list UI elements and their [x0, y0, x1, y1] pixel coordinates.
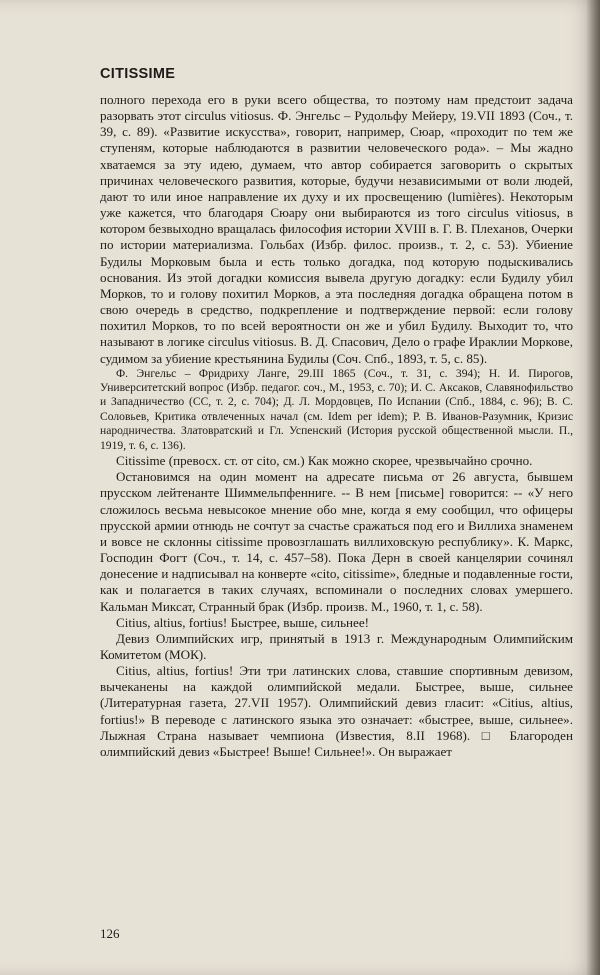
paragraph: Citissime (превосх. ст. от cito, см.) Как можно скорее, чрезвычайно срочно. — [116, 453, 533, 469]
paragraph: Остановимся на один момент на адресате письма от 26 августа, бывшем прусском лейтенанте Шиммельпфенниге. -- В нем [письме] говорится: -- «У него сложилось весьма невысокое мнение обо мне, когда я ему сообщил, что офицеры прусской армии отнюдь не сочтут за счастье сражаться под его и Виллиха знаменем и вовсе не склонны citissime провозглашать виллиховскую республику». К. Маркс, Господин Фогт (Соч., т. 14, с. 457–58). Пока Дерн в своей канцелярии сочинял донесение и надписывал на конверте «cito, citissime», бледные и подавленные гости, как и полагается в таких случаях, вспоминали о последних словах умершего. Кальман Миксат, Странный брак (Избр. произв. М., 1960, т. 1, с. 58). — [100, 469, 573, 614]
paragraph: Citius, altius, fortius! Быстрее, выше, сильнее! — [116, 614, 370, 630]
paragraph: Девиз Олимпийских игр, принятый в 1913 г. Международным Олимпийским Комитетом (МОК). — [100, 630, 573, 662]
paragraph: полного перехода его в руки всего общества, то поэтому нам предстоит задача разорвать этот circulus vitiosus. Ф. Энгельс – Рудольфу Мейеру, 19.VII 1893 (Соч., т. 39, с. 89). «Развитие искусства», говорит, например, Сюар, «проходит по тем же ступеням, которые наблюдаются в развитии человеческого рода». – Мы жадно хватаемся за эту идею, думаем, что автор собирается заговорить о скрытых причинах человеческого развития, которые, будучи независимыми от воли людей, дают то или иное направление их духу и их просвещению (lumières). Некоторым уже кажется, что благодаря Сюару они выбираются из того circulus vitiosus, в котором безвыходно вращалась философия истории XVIII в. Г. В. Плеханов, Очерки по истории материализма. Гольбах (Избр. филос. произв., т. 2, с. 53). Убиение Будилы Морковым была и есть только догадка, под которую подыскивались основания. Из этой догадки комиссия вывела другую догадку: если Будилу убил Морков, то и голову похитил Морков, а эта последняя догадка обращена потом в свою очередь в средство, подкрепление и подтверждение первой: если голову похитил Морков, то по всей вероятности он же и убил Будилу. Выходит то, что называют в логике circulus vitiosus. В. Д. Спасович, Дело о графе Ираклии Моркове, судимом за убиение крестьянина Будилы (Соч. Спб., 1893, т. 5, с. 85). — [100, 92, 573, 366]
page-number: 126 — [100, 926, 120, 941]
page-gutter-shadow — [586, 0, 600, 975]
body-text — [100, 92, 573, 760]
paragraph: Citius, altius, fortius! Эти три латинских слова, ставшие спортивным девизом, вычеканены на каждой олимпийской медали. Быстрее, выше, сильнее (Литературная газета, 27.VII 1957). Олимпийский девиз гласит: «Citius, altius, fortius!» В переводе с латинского языка это означает: «быстрее, выше, сильнее». Лыжная Страна называет чемпиона (Известия, 8.II 1968). □ Благороден олимпийский девиз «Быстрее! Выше! Сильнее!». Он выражает — [100, 663, 573, 759]
paragraph: Ф. Энгельс – Фридриху Ланге, 29.III 1865 (Соч., т. 31, с. 394); Н. И. Пирогов, Университетский вопрос (Избр. педагог. соч., М., 1953, с. 70); И. С. Аксаков, Славянофильство и Западничество (СС, т. 2, с. 704); Д. Л. Мордовцев, По Испании (Спб., 1884, с. 96); В. С. Соловьев, Критика отвлеченных начал (см. Idem per idem); Р. В. Иванов-Разумник, Кризис народничества. Златовратский и Гл. Успенский (История русской общественной мысли. П., 1919, т. 6, с. 136). — [100, 366, 573, 452]
running-head: CITISSIME — [100, 66, 176, 82]
